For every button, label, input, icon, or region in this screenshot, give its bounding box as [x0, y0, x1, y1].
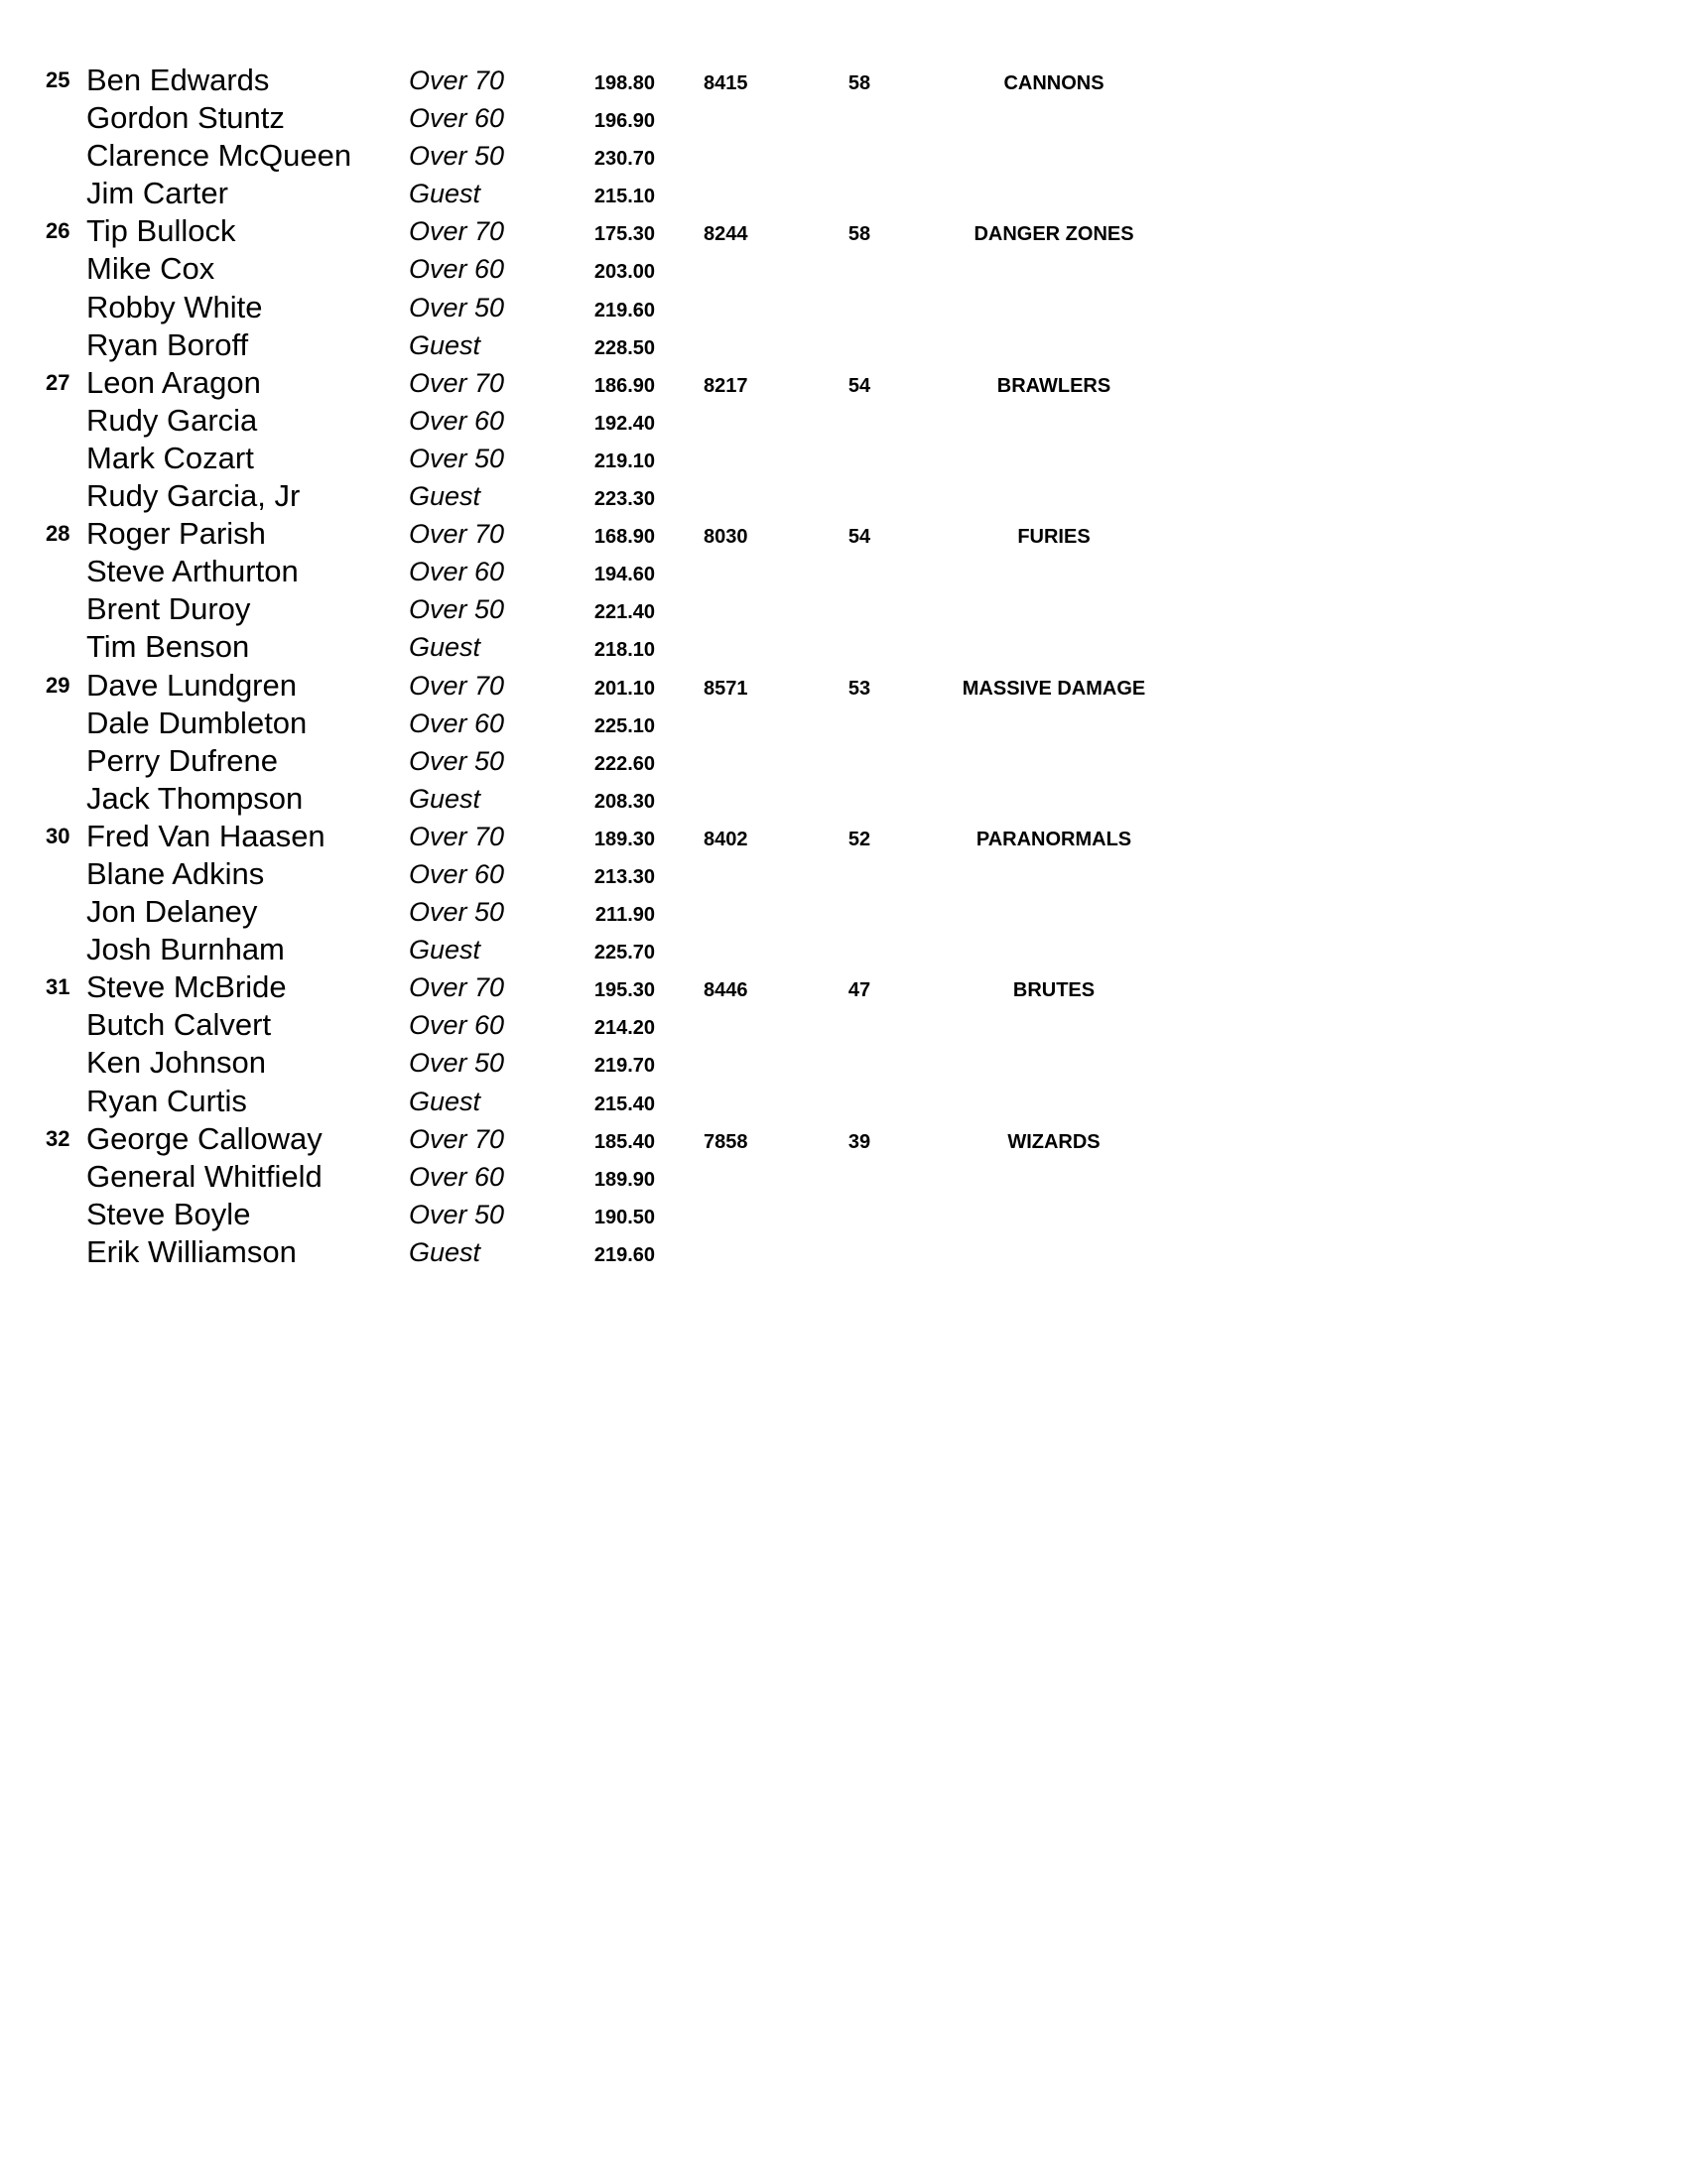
player-division: Over 50 — [409, 745, 505, 776]
player-row — [0, 742, 1688, 780]
player-row — [0, 289, 1688, 326]
team-group — [0, 62, 1688, 212]
player-division: Over 70 — [409, 670, 505, 701]
player-row — [0, 628, 1688, 666]
team-name: BRUTES — [1012, 979, 1096, 1002]
player-row — [0, 893, 1688, 931]
player-division: Over 50 — [409, 1048, 505, 1079]
team-name: FURIES — [1017, 526, 1091, 549]
player-division: Over 70 — [409, 65, 505, 95]
player-name: Roger Parish — [86, 516, 266, 552]
team-points: 52 — [847, 828, 871, 850]
team-rank: 25 — [46, 67, 70, 92]
team-total-pins: 8217 — [704, 374, 748, 397]
player-average: 214.20 — [593, 1017, 655, 1040]
player-row — [0, 1006, 1688, 1044]
player-name: Ryan Curtis — [86, 1083, 247, 1118]
player-row — [0, 515, 1688, 553]
player-row — [0, 1196, 1688, 1233]
player-name: Dale Dumbleton — [86, 705, 308, 740]
player-division: Over 70 — [409, 821, 505, 851]
player-row — [0, 818, 1688, 855]
player-average: 219.70 — [593, 1055, 655, 1078]
player-row — [0, 705, 1688, 742]
player-name: Blane Adkins — [86, 855, 265, 891]
player-division: Guest — [409, 632, 481, 663]
player-division: Over 70 — [409, 216, 505, 247]
player-name: Perry Dufrene — [86, 742, 278, 778]
player-average: 198.80 — [593, 72, 655, 94]
player-average: 186.90 — [593, 374, 655, 397]
team-group — [0, 1120, 1688, 1271]
player-division: Guest — [409, 1236, 481, 1267]
player-division: Over 60 — [409, 103, 505, 134]
team-points: 58 — [847, 223, 871, 246]
player-name: Ben Edwards — [86, 63, 270, 97]
team-points: 54 — [847, 374, 871, 397]
player-average: 219.10 — [593, 450, 655, 472]
team-group — [0, 667, 1688, 818]
player-row — [0, 212, 1688, 250]
player-name: Steve McBride — [86, 969, 287, 1005]
player-name: Brent Duroy — [86, 591, 251, 627]
player-name: Rudy Garcia — [86, 402, 258, 438]
player-row — [0, 667, 1688, 705]
player-name: Jim Carter — [86, 176, 228, 211]
player-name: Rudy Garcia, Jr — [86, 478, 301, 514]
standings-table — [0, 62, 1688, 1271]
team-rank: 29 — [46, 672, 70, 698]
player-division: Over 50 — [409, 141, 505, 172]
player-average: 185.40 — [593, 1130, 655, 1153]
player-row — [0, 99, 1688, 137]
team-name: PARANORMALS — [975, 828, 1132, 850]
team-name: DANGER ZONES — [974, 223, 1134, 246]
team-group — [0, 364, 1688, 515]
player-name: Steve Arthurton — [86, 554, 299, 589]
player-average: 228.50 — [593, 336, 655, 359]
player-division: Guest — [409, 935, 481, 965]
player-name: Fred Van Haasen — [86, 818, 325, 853]
player-average: 215.10 — [593, 186, 655, 208]
player-division: Over 60 — [409, 1161, 505, 1192]
player-average: 211.90 — [594, 904, 655, 927]
player-row — [0, 1083, 1688, 1120]
player-name: George Calloway — [86, 1120, 323, 1156]
player-average: 221.40 — [593, 601, 655, 624]
player-average: 219.60 — [593, 299, 655, 321]
player-division: Over 50 — [409, 594, 505, 625]
team-rank: 27 — [46, 369, 70, 395]
player-name: Tip Bullock — [86, 213, 236, 249]
team-name: CANNONS — [1003, 72, 1104, 94]
team-name: WIZARDS — [1007, 1130, 1101, 1153]
team-group — [0, 212, 1688, 363]
player-name: Jon Delaney — [86, 894, 258, 930]
player-division: Over 50 — [409, 897, 505, 928]
team-rank: 31 — [46, 974, 70, 1000]
player-name: Butch Calvert — [86, 1007, 272, 1043]
player-row — [0, 553, 1688, 590]
team-total-pins: 8402 — [704, 828, 748, 850]
player-average: 195.30 — [593, 979, 655, 1002]
player-name: Leon Aragon — [86, 364, 261, 400]
player-division: Over 70 — [409, 519, 505, 550]
player-division: Over 60 — [409, 254, 505, 285]
team-name: MASSIVE DAMAGE — [962, 677, 1146, 700]
player-row — [0, 250, 1688, 288]
player-division: Over 50 — [409, 443, 505, 473]
team-total-pins: 8244 — [704, 223, 748, 246]
team-points: 58 — [847, 72, 871, 94]
player-row — [0, 1158, 1688, 1196]
player-average: 201.10 — [593, 677, 655, 700]
player-average: 219.60 — [593, 1243, 655, 1266]
player-row — [0, 402, 1688, 440]
player-division: Guest — [409, 329, 481, 360]
player-division: Over 70 — [409, 1123, 505, 1154]
player-row — [0, 931, 1688, 968]
player-name: Tim Benson — [86, 629, 250, 665]
player-division: Over 60 — [409, 557, 505, 587]
team-total-pins: 8571 — [704, 677, 748, 700]
player-division: Over 60 — [409, 405, 505, 436]
player-division: Over 70 — [409, 972, 505, 1003]
player-row — [0, 590, 1688, 628]
player-name: Erik Williamson — [86, 1233, 297, 1269]
team-total-pins: 7858 — [704, 1130, 748, 1153]
player-average: 189.90 — [593, 1168, 655, 1191]
player-division: Guest — [409, 179, 481, 209]
player-name: Steve Boyle — [86, 1196, 251, 1231]
team-total-pins: 8030 — [704, 526, 748, 549]
player-average: 213.30 — [593, 865, 655, 888]
player-average: 196.90 — [593, 110, 655, 133]
team-points: 53 — [847, 677, 871, 700]
player-average: 218.10 — [593, 639, 655, 662]
player-division: Over 70 — [409, 367, 505, 398]
team-group — [0, 515, 1688, 666]
player-row — [0, 326, 1688, 364]
team-group — [0, 818, 1688, 968]
player-name: Mike Cox — [86, 251, 215, 287]
player-row — [0, 855, 1688, 893]
player-average: 223.30 — [593, 488, 655, 511]
player-average: 192.40 — [593, 412, 655, 435]
team-total-pins: 8415 — [704, 72, 748, 94]
player-average: 194.60 — [593, 564, 655, 586]
player-name: Ken Johnson — [86, 1045, 266, 1081]
player-average: 175.30 — [593, 223, 655, 246]
player-division: Over 60 — [409, 1010, 505, 1041]
player-name: Mark Cozart — [86, 440, 254, 475]
team-rank: 28 — [46, 521, 70, 547]
player-division: Over 50 — [409, 1199, 505, 1229]
player-row — [0, 440, 1688, 477]
player-name: Robby White — [86, 289, 263, 324]
player-row — [0, 62, 1688, 99]
player-row — [0, 137, 1688, 175]
player-average: 208.30 — [593, 790, 655, 813]
player-name: Dave Lundgren — [86, 667, 297, 703]
player-name: Jack Thompson — [86, 780, 304, 816]
player-row — [0, 780, 1688, 818]
player-row — [0, 968, 1688, 1006]
player-row — [0, 1120, 1688, 1158]
player-name: Clarence McQueen — [86, 138, 352, 174]
player-average: 225.70 — [593, 942, 655, 964]
player-name: Gordon Stuntz — [86, 100, 285, 136]
team-points: 54 — [847, 526, 871, 549]
player-row — [0, 364, 1688, 402]
team-group — [0, 968, 1688, 1119]
team-points: 47 — [847, 979, 871, 1002]
player-division: Guest — [409, 1086, 481, 1116]
player-division: Over 60 — [409, 707, 505, 738]
team-total-pins: 8446 — [704, 979, 748, 1002]
player-division: Guest — [409, 783, 481, 814]
player-row — [0, 1233, 1688, 1271]
player-average: 230.70 — [593, 148, 655, 171]
team-points: 39 — [847, 1130, 871, 1153]
player-row — [0, 477, 1688, 515]
player-name: Josh Burnham — [86, 932, 285, 967]
player-name: Ryan Boroff — [86, 326, 249, 362]
player-name: General Whitfield — [86, 1158, 323, 1194]
player-average: 203.00 — [593, 261, 655, 284]
player-average: 222.60 — [593, 752, 655, 775]
player-division: Guest — [409, 481, 481, 512]
player-division: Over 50 — [409, 292, 505, 322]
player-average: 215.40 — [593, 1092, 655, 1115]
player-row — [0, 1044, 1688, 1082]
player-average: 168.90 — [593, 526, 655, 549]
team-rank: 32 — [46, 1125, 70, 1151]
team-name: BRAWLERS — [996, 374, 1111, 397]
player-average: 190.50 — [593, 1206, 655, 1228]
player-average: 189.30 — [593, 828, 655, 850]
player-row — [0, 175, 1688, 212]
team-rank: 26 — [46, 218, 70, 244]
player-average: 225.10 — [593, 714, 655, 737]
player-division: Over 60 — [409, 858, 505, 889]
team-rank: 30 — [46, 823, 70, 848]
